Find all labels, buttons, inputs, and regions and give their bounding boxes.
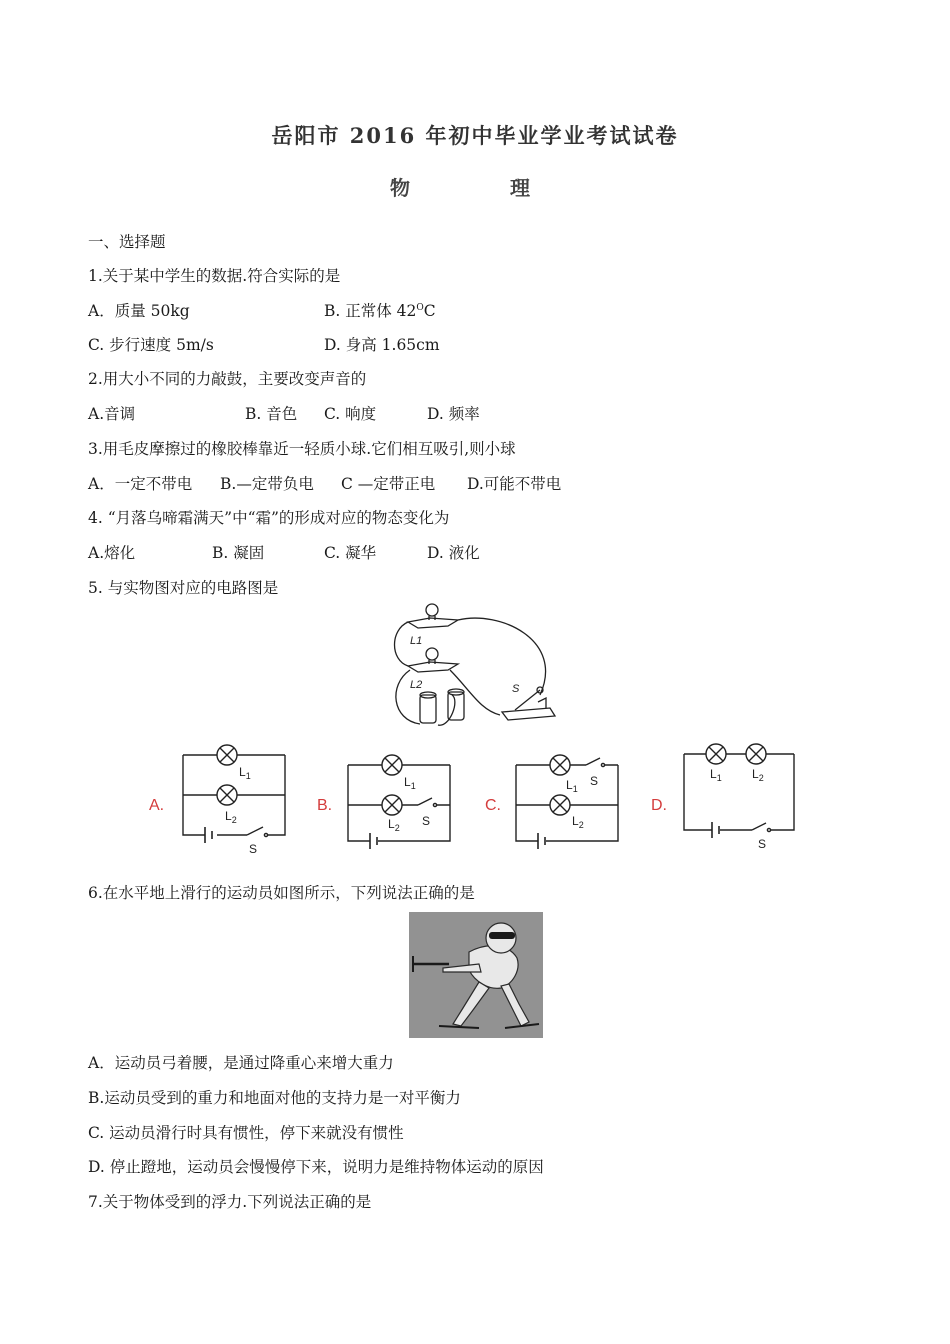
q6-option-c: C. 运动员滑行时具有惯性，停下来就没有惯性 <box>88 1124 404 1142</box>
q4-option-b: B. 凝固 <box>212 544 265 562</box>
q3-option-a: A．一定不带电 <box>88 475 193 493</box>
circuit-b-diagram <box>340 753 460 853</box>
photo-label-l2: L2 <box>410 679 423 691</box>
circuit-b-l2: $L_2$ <box>388 817 400 833</box>
q6-option-a: A．运动员弓着腰，是通过降重心来增大重力 <box>88 1054 394 1072</box>
subject-char-1: 物 <box>390 176 410 200</box>
choice-b-label: B. <box>317 797 333 814</box>
circuit-d-s: S <box>758 837 767 850</box>
skater-photo <box>409 912 543 1038</box>
q3-option-d: D.可能不带电 <box>467 475 562 493</box>
q2-option-a: A.音调 <box>88 405 136 423</box>
q2-stem: 2.用大小不同的力敲鼓，主要改变声音的 <box>88 370 367 388</box>
circuit-b-l1: $L_1$ <box>404 775 416 791</box>
q7-stem: 7.关于物体受到的浮力.下列说法正确的是 <box>88 1193 372 1211</box>
photo-label-l1: L1 <box>410 635 423 647</box>
q3-option-c: C —定带正电 <box>341 475 436 493</box>
q1-option-d: D. 身高 1.65cm <box>324 336 440 354</box>
q6-stem: 6.在水平地上滑行的运动员如图所示，下列说法正确的是 <box>88 884 475 902</box>
choice-c-label: C. <box>485 797 501 814</box>
q2-option-b: B. 音色 <box>245 405 298 423</box>
circuit-b-s: S <box>422 814 431 828</box>
circuit-d-diagram <box>676 740 801 850</box>
circuit-c-s: S <box>590 774 599 788</box>
q6-option-b: B.运动员受到的重力和地面对他的支持力是一对平衡力 <box>88 1089 461 1107</box>
choice-a-label: A. <box>149 797 165 814</box>
q1-option-c: C. 步行速度 5m/s <box>88 336 214 354</box>
section-heading: 一、选择题 <box>88 233 166 251</box>
circuit-d-l2: $L_2$ <box>752 767 764 783</box>
circuit-a-l1: $L_1$ <box>239 765 251 781</box>
q2-option-d: D. 频率 <box>427 405 480 423</box>
q1-stem: 1.关于某中学生的数据.符合实际的是 <box>88 267 341 285</box>
q1-option-b: B. 正常体 $42^OC$ <box>324 302 436 320</box>
q5-stem: 5. 与实物图对应的电路图是 <box>88 579 279 597</box>
circuit-a-diagram <box>175 743 295 853</box>
q6-option-d: D. 停止蹬地，运动员会慢慢停下来，说明力是维持物体运动的原因 <box>88 1158 544 1176</box>
circuit-c-l2: $L_2$ <box>572 814 584 830</box>
q4-stem: 4. “月落乌啼霜满天”中“霜”的形成对应的物态变化为 <box>88 509 450 527</box>
q2-option-c: C. 响度 <box>324 405 377 423</box>
circuit-c-diagram <box>508 753 628 853</box>
subject-char-2: 理 <box>510 176 530 200</box>
q4-option-a: A.熔化 <box>88 544 136 562</box>
circuit-a-l2: $L_2$ <box>225 809 237 825</box>
circuit-a-s: S <box>249 842 258 853</box>
q5-object-photo <box>390 600 565 730</box>
choice-d-label: D. <box>651 797 667 814</box>
q1-option-a: A．质量 50kg <box>88 302 190 320</box>
q3-option-b: B.—定带负电 <box>220 475 314 493</box>
q4-option-c: C. 凝华 <box>324 544 377 562</box>
circuit-d-l1: $L_1$ <box>710 767 722 783</box>
circuit-c-l1: $L_1$ <box>566 778 578 794</box>
exam-title: 岳阳市 2016 年初中毕业学业考试试卷 <box>271 123 679 148</box>
photo-label-s: S <box>512 683 520 695</box>
q4-option-d: D. 液化 <box>427 544 480 562</box>
q3-stem: 3.用毛皮摩擦过的橡胶棒靠近一轻质小球.它们相互吸引,则小球 <box>88 440 516 458</box>
